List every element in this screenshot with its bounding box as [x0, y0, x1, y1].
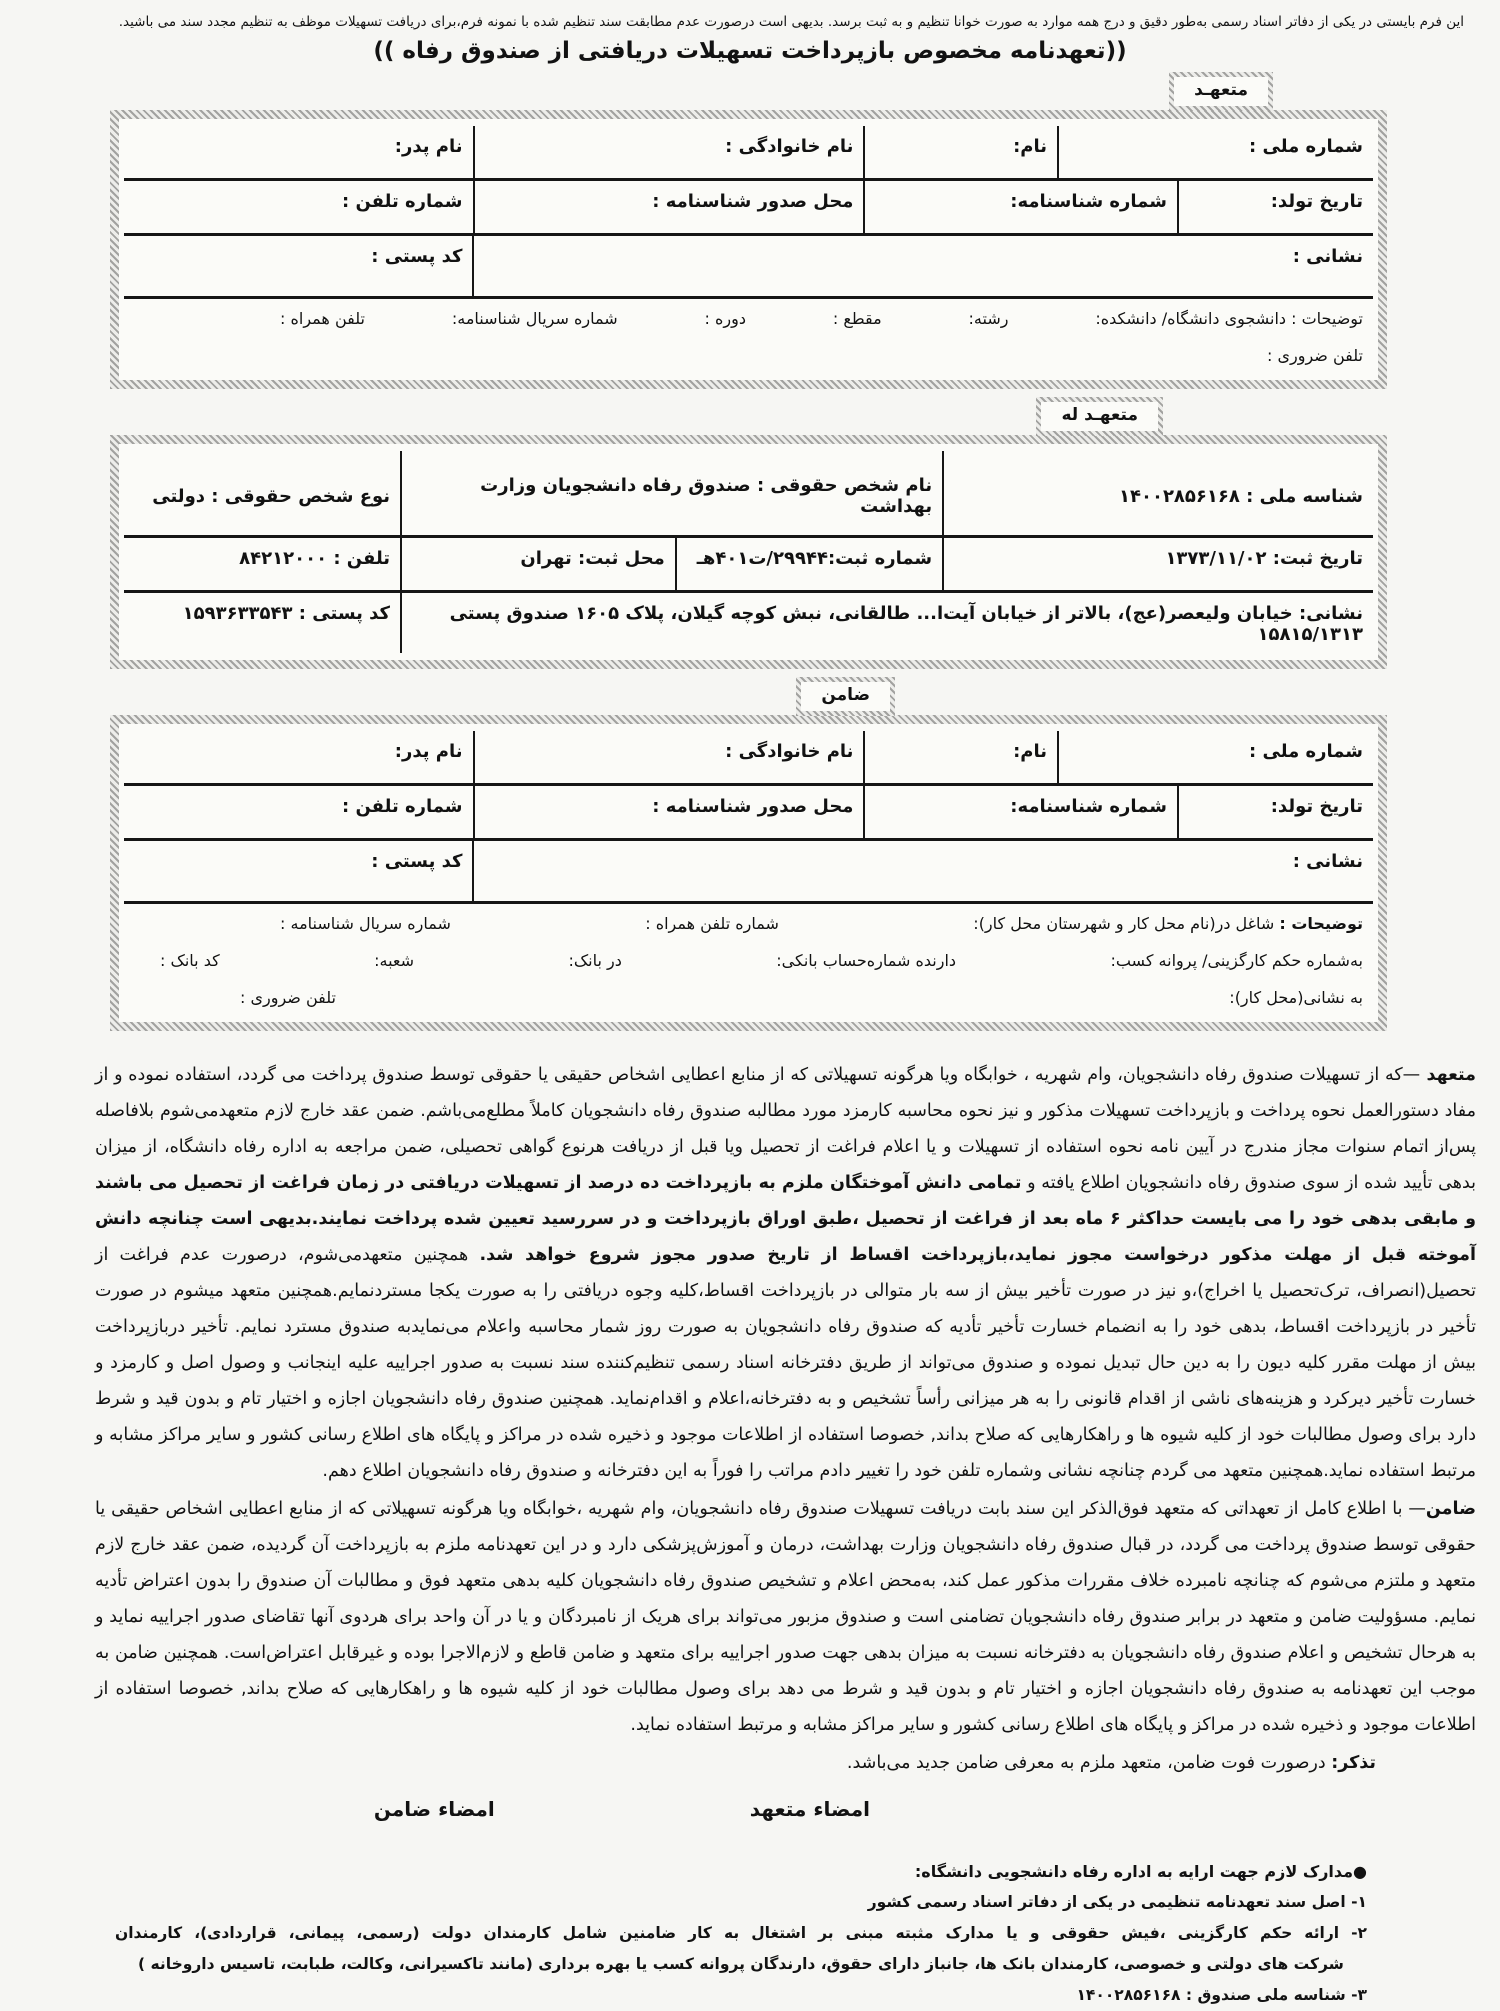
- document-item-3: ۳- شناسه ملی صندوق : ۱۴۰۰۲۸۵۶۱۶۸: [1076, 1986, 1367, 2004]
- obligee-address: نشانی: خیابان ولیعصر(عج)، بالاتر از خیابان آیت‌ا... طالقانی، نبش کوچه گیلان، پلاک ۱۶۰۵ صندوق پستی ۱۵۸۱۵/۱۳۱۳: [400, 593, 1373, 653]
- signature-row: [0, 1797, 1500, 1821]
- mobile-label: تلفن همراه :: [280, 309, 365, 328]
- registration-place: محل ثبت: تهران: [400, 538, 675, 590]
- postal-code-field: کد پستی :: [371, 246, 463, 267]
- obligor-row-birth: [124, 178, 1373, 233]
- obligor-row-address: [124, 233, 1373, 296]
- guarantor-last-name-field: نام خانوادگی :: [473, 731, 864, 783]
- registration-number: شماره ثبت:۲۹۹۴۴/ت۴۰۱هـ: [675, 538, 942, 590]
- registration-date: تاریخ ثبت: ۱۳۷۳/۱۱/۰۲: [942, 538, 1373, 590]
- guarantor-address-field: نشانی :: [472, 841, 1373, 901]
- father-name-field: نام پدر:: [394, 136, 463, 157]
- guarantor-row-birth: [124, 783, 1373, 838]
- obligor-notes-line1: [130, 309, 1363, 328]
- obligee-tab-label: متعهـد له: [1041, 402, 1158, 431]
- employment-decree-label: به‌شماره حکم کارگزینی/ پروانه کسب:: [1110, 951, 1363, 970]
- top-disclaimer: این فرم بایستی در یکی از دفاتر اسناد رسمی به‌طور دقیق و درج همه موارد به صورت خوانا تنظیم و به ثبت برسد. بدیهی است درصورت عدم مطابقت سند تنظیم شده با نمونه فرم،برای دریافت تسهیلات موظف به تنظیم مجدد سند می باشید.: [118, 14, 1464, 30]
- major-label: رشته:: [968, 309, 1009, 328]
- obligee-postal-code: کد پستی : ۱۵۹۳۶۳۳۵۴۳: [182, 603, 391, 624]
- student-university-label: توضیحات : دانشجوی دانشگاه/ دانشکده:: [1095, 309, 1363, 328]
- guarantor-birth-date-field: تاریخ تولد:: [1177, 786, 1373, 838]
- guarantor-notes-line2: [130, 951, 1363, 970]
- id-serial-label: شماره سریال شناسنامه:: [451, 309, 618, 328]
- obligee-row-identity: [124, 451, 1373, 535]
- emergency-phone-label: تلفن ضروری :: [1267, 346, 1363, 365]
- national-id-field: شماره ملی :: [1057, 126, 1373, 178]
- bank-branch-label: شعبه:: [374, 951, 415, 970]
- guarantor-tab-label: ضامن: [801, 682, 890, 711]
- phone-number-field: شماره تلفن :: [342, 191, 463, 212]
- work-address-label: به نشانی(محل کار):: [1229, 988, 1363, 1007]
- obligee-row-address: [124, 590, 1373, 653]
- program-label: دوره :: [704, 309, 746, 328]
- guarantor-clause-paragraph: ضامن— با اطلاع کامل از تعهداتی که متعهد فوق‌الذکر این سند بابت دریافت تسهیلات صندوق رفاه دانشجویان، وام شهریه ،خوابگاه ویا هرگونه تسهیلاتی که از منابع اعطایی اشخاص حقیقی یا حقوقی توسط صندوق پرداخت می گردد، در قبال صندوق رفاه دانشجویان وزارت بهداشت، درمان و آموزش‌پزشکی دارد و در این تعهدنامه ملزم به بازپرداخت آن گردیده، ضمن عقد خارج لازم متعهد و ملتزم می‌شوم که چنانچه نامبرده خلاف مقررات مذکور عمل کند، به‌محض اعلام و تشخیص صندوق رفاه دانشجویان کلیه بدهی متعهد فوق و مطالبات آن صندوق را بدون اعتراض تأدیه نمایم. مسؤولیت ضامن و متعهد در برابر صندوق رفاه دانشجویان تضامنی است و صندوق مزبور می‌تواند برای هریک از نامبردگان و یا در آن واحد برای هردوی آنها تقاضای صدور اجراییه نماید و به هرحال تشخیص و اعلام صندوق رفاه دانشجویان به دفترخانه نسبت به میزان بدهی جهت صدور اجراییه برای متعهد و ضامن قاطع و لازم‌الاجرا بوده و غیرقابل اعتراض‌است. همچنین ضامن به موجب این تعهدنامه به صندوق رفاه دانشجویان اجازه و اختیار تام و بدون قید و شرط می دهد برای وصول مطالبات خود از کلیه شیوه ها و راهکارهایی که صلاح بداند, خصوصا استفاده از اطلاعات موجود و ذخیره شده در مراکز و پایگاه های اطلاع رسانی کشور و سایر مراکز مشابه و مرتبط استفاده نماید.: [95, 1499, 1476, 1735]
- document-item-1: ۱- اصل سند تعهدنامه تنظیمی در یکی از دفاتر اسناد رسمی کشور: [867, 1893, 1367, 1911]
- obligee-national-id: شناسه ملی : ۱۴۰۰۲۸۵۶۱۶۸: [942, 451, 1373, 535]
- guarantor-row-address: [124, 838, 1373, 901]
- guarantor-notes-line1: [130, 914, 1363, 933]
- guarantor-tab: [796, 677, 895, 716]
- obligee-table-frame: [110, 435, 1387, 669]
- guarantor-table: [119, 724, 1378, 1022]
- bank-code-label: کد بانک :: [160, 951, 220, 970]
- guarantor-phone-field: شماره تلفن :: [342, 796, 463, 817]
- address-field: نشانی :: [472, 236, 1373, 296]
- first-name-field: نام:: [863, 126, 1057, 178]
- documents-heading: ●مدارک لازم جهت ارایه به اداره رفاه دانشجویی دانشگاه:: [914, 1862, 1367, 1881]
- id-issue-place-field: محل صدور شناسنامه :: [473, 181, 864, 233]
- obligor-notes-line2: [130, 346, 1363, 365]
- document-item-2-line2: شرکت های دولتی و خصوصی، کارمندان بانک ها، جانباز دارای حقوق، دارندگان پروانه کسب یا بهره برداری (مانند تاکسیرانی، وکالت، طبابت، تاسیس داروخانه ): [138, 1955, 1344, 1973]
- guarantor-id-serial-label: شماره سریال شناسنامه :: [280, 914, 451, 933]
- birth-date-field: تاریخ تولد:: [1177, 181, 1373, 233]
- guarantor-notes-line3: [130, 988, 1363, 1007]
- document-item-2-line1: ۲- ارائه حکم کارگزینی ،فیش حقوقی و یا مدارک مثبته مبنی بر اشتغال به کار ضامنین شامل کارمندان دولت (رسمی، پیمانی، قراردادی)، کارمندان: [115, 1924, 1367, 1942]
- degree-label: مقطع :: [832, 309, 882, 328]
- guarantor-notes: [124, 901, 1373, 1015]
- last-name-field: نام خانوادگی :: [473, 126, 864, 178]
- bank-name-label: در بانک:: [568, 951, 622, 970]
- obligee-table: [119, 444, 1378, 660]
- page-title: ((تعهدنامه مخصوص بازپرداخت تسهیلات دریافتی از صندوق رفاه )): [373, 38, 1127, 64]
- obligor-row-identity: [124, 126, 1373, 178]
- obligor-table-frame: [110, 110, 1387, 389]
- obligor-tab-label: متعهـد: [1174, 77, 1268, 106]
- guarantor-row-identity: [124, 731, 1373, 783]
- legal-entity-name: نام شخص حقوقی : صندوق رفاه دانشجویان وزارت بهداشت: [400, 451, 942, 535]
- guarantor-signature-label: امضاء ضامن: [373, 1797, 495, 1821]
- guarantor-first-name-field: نام:: [863, 731, 1057, 783]
- obligee-phone: تلفن : ۸۴۲۱۲۰۰۰: [239, 548, 391, 569]
- guarantor-national-id-field: شماره ملی :: [1057, 731, 1373, 783]
- obligor-signature-label: امضاء متعهد: [749, 1797, 870, 1821]
- obligor-table: [119, 119, 1378, 380]
- guarantor-tab-row: [0, 669, 1500, 715]
- required-documents-section: [115, 1857, 1367, 2011]
- employment-place-label: توضیحات : شاغل در(نام محل کار و شهرستان محل کار):: [973, 914, 1363, 933]
- guarantor-table-frame: [110, 715, 1387, 1031]
- obligor-clause-paragraph: متعهد —که از تسهیلات صندوق رفاه دانشجویان، وام شهریه ، خوابگاه ویا هرگونه تسهیلاتی که از منابع اعطایی اشخاص حقیقی یا حقوقی توسط صندوق پرداخت می گردد، استفاده نموده و از مفاد دستورالعمل نحوه پرداخت و بازپرداخت تسهیلات مذکور و نیز نحوه محاسبه کارمزد مورد مطالبه صندوق رفاه دانشجویان کاملاً مطلع‌می‌باشم. ضمن عقد خارج لازم متعهدمی‌شوم بلافاصله پس‌از اتمام سنوات مجاز مندرج در آیین نامه نحوه استفاده از تسهیلات و یا اعلام فراغت از تحصیل ویا قبل از دریافت هرنوع گواهی تحصیلی، ضمن مراجعه به اداره رفاه دانشگاه، از میزان بدهی تأیید شده از سوی صندوق رفاه دانشجویان اطلاع یافته و تمامی دانش آموختگان ملزم به بازپرداخت ده درصد از تسهیلات دریافتی در زمان فراغت از تحصیل می باشند و مابقی بدهی خود را می بایست حداکثر ۶ ماه بعد از فراغت از تحصیل ،طبق اوراق بازپرداخت و در سررسید تعیین شده پرداخت نمایند.بدیهی است چنانچه دانش آموخته قبل از مهلت مذکور درخواست مجوز نماید،بازپرداخت اقساط از تاریخ صدور مجوز شروع خواهد شد. همچنین متعهدمی‌شوم، درصورت عدم فراغت از تحصیل(انصراف، ترک‌تحصیل یا اخراج)،و نیز در صورت تأخیر بیش از سه بار متوالی در بازپرداخت اقساط،کلیه وجوه دریافتی را به صورت یکجا مستردنمایم.همچنین متعهد میشوم در صورت تأخیر در بازپرداخت اقساط، بدهی خود را به انضمام خسارت تأخیر تأدیه که صندوق رفاه دانشجویان به صورت روز شمار محاسبه واعلام می‌نمایدبه صندوق مسترد نمایم. تأخیر دربازپرداخت بیش از مهلت مقرر کلیه دیون را به دین حال تبدیل نموده و صندوق می‌تواند از طریق دفترخانه اسناد رسمی تنظیم‌کننده سند نسبت به صدور اجراییه علیه اینجانب و وصول اصل و کارمزد و خسارت تأخیر دیرکرد و هزینه‌های ناشی از اقدام قانونی را به هر میزانی رأساً تشخیص و به دفترخانه،اعلام و اقدام‌نماید. همچنین صندوق رفاه دانشجویان اجازه و اختیار تام و بدون قید و شرط دارد برای وصول مطالبات خود از کلیه شیوه ها و راهکارهایی که صلاح بداند, خصوصا استفاده از اطلاعات موجود و ذخیره شده در مراکز و پایگاه های اطلاع رسانی کشور و سایر مراکز مشابه و مرتبط استفاده نماید.همچنین متعهد می گردم چنانچه نشانی وشماره تلفن خود را تغییر دادم مراتب را فوراً به این دفترخانه و صندوق رفاه دانشجویان اطلاع دهم.: [95, 1065, 1477, 1481]
- obligee-tab-row: [0, 389, 1500, 435]
- guarantor-id-number-field: شماره شناسنامه:: [863, 786, 1176, 838]
- obligee-row-registration: [124, 535, 1373, 590]
- commitment-form-page: [0, 14, 1500, 2004]
- bank-account-label: دارنده شماره‌حساب بانکی:: [776, 951, 957, 970]
- guarantor-postal-code-field: کد پستی :: [371, 851, 463, 872]
- legal-entity-type: نوع شخص حقوقی : دولتی: [152, 485, 391, 507]
- guarantor-id-issue-place-field: محل صدور شناسنامه :: [473, 786, 864, 838]
- id-number-field: شماره شناسنامه:: [863, 181, 1176, 233]
- obligor-notes: [124, 296, 1373, 373]
- obligor-tab: [1169, 72, 1273, 111]
- guarantor-emergency-phone-label: تلفن ضروری :: [240, 988, 336, 1007]
- remark-line: تذکر: درصورت فوت ضامن، متعهد ملزم به معرفی ضامن جدید می‌باشد.: [846, 1753, 1376, 1773]
- guarantor-father-name-field: نام پدر:: [394, 741, 463, 762]
- obligor-tab-row: [0, 64, 1500, 110]
- guarantor-mobile-label: شماره تلفن همراه :: [645, 914, 779, 933]
- obligee-tab: [1036, 397, 1163, 436]
